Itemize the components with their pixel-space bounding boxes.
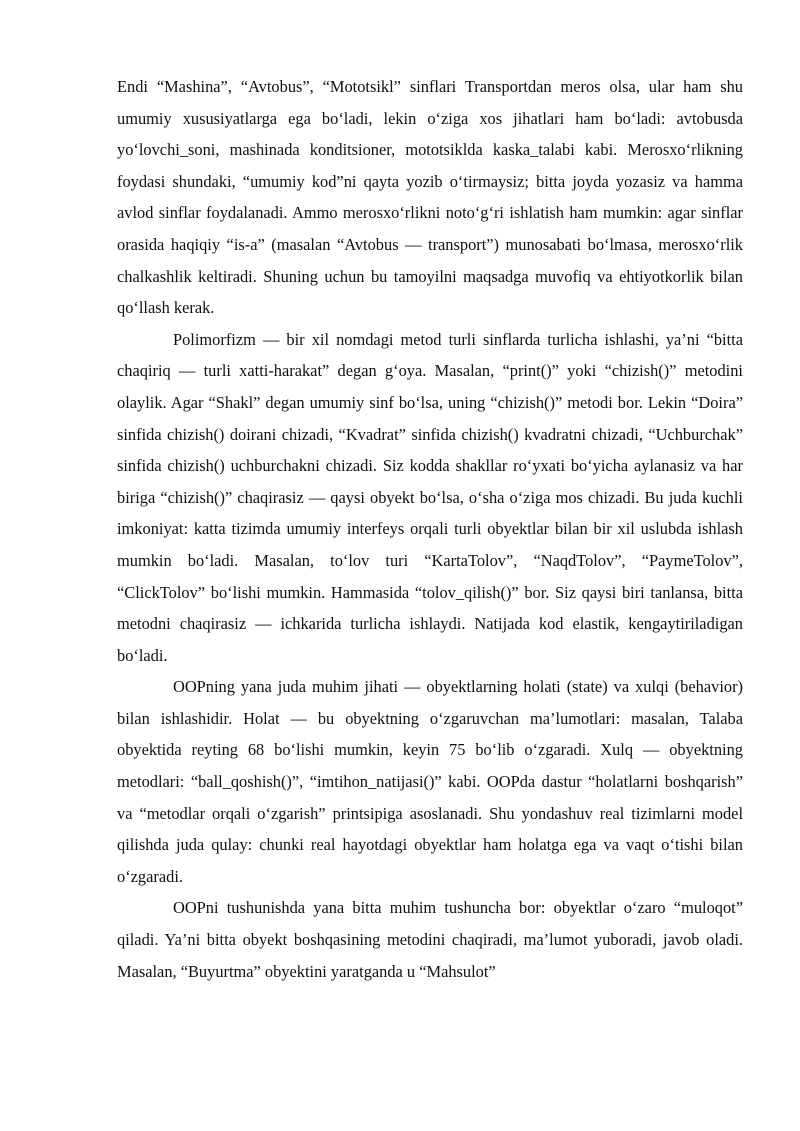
document-page xyxy=(117,71,743,987)
paragraph-polymorphism: Polimorfizm — bir xil nomdagi metod turli sinflarda turlicha ishlashi, ya’ni “bitta chaqiriq — turli xatti-harakat” degan g‘oya. Masalan, “print()” yoki “chizish()” metodini olaylik. Agar “Shakl” degan umumiy sinf bo‘lsa, uning “chizish()” metodi bor. Lekin “Doira” sinfida chizish() doirani chizadi, “Kvadrat” sinfida chizish() kvadratni chizadi, “Uchburchak” sinfida chizish() uchburchakni chizadi. Siz kodda shakllar ro‘yxati bo‘yicha aylanasiz va har biriga “chizish()” chaqirasiz — qaysi obyekt bo‘lsa, o‘sha o‘ziga mos chizadi. Bu juda kuchli imkoniyat: katta tizimda umumiy interfeys orqali turli obyektlar bilan bir xil uslubda ishlash mumkin bo‘ladi. Masalan, to‘lov turi “KartaTolov”, “NaqdTolov”, “PaymeTolov”, “ClickTolov” bo‘lishi mumkin. Hammasida “tolov_qilish()” bor. Siz qaysi biri tanlansa, bitta metodni chaqirasiz — ichkarida turlicha ishlaydi. Natijada kod elastik, kengaytiriladigan bo‘ladi. xyxy=(117,329,743,665)
paragraph-inheritance: Endi “Mashina”, “Avtobus”, “Mototsikl” sinflari Transportdan meros olsa, ular ham shu umumiy xususiyatlarga ega bo‘ladi, lekin o‘ziga xos jihatlari ham bo‘ladi: avtobusda yo‘lovchi_soni, mashinada konditsioner, mototsiklda kaska_talabi kabi. Merosxo‘rlikning foydasi shundaki, “umumiy kod”ni qayta yozib o‘tirmaysiz; bitta joyda yozasiz va hamma avlod sinflar foydalanadi. Ammo merosxo‘rlikni noto‘g‘ri ishlatish ham mumkin: agar sinflar orasida haqiqiy “is-a” (masalan “Avtobus — transport”) munosabati bo‘lmasa, merosxo‘rlik chalkashlik keltiradi. Shuning uchun bu tamoyilni maqsadga muvofiq va ehtiyotkorlik bilan qo‘llash kerak. xyxy=(117,77,743,318)
paragraph-state-behavior: OOPning yana juda muhim jihati — obyektlarning holati (state) va xulqi (behavior) bilan ishlashidir. Holat — bu obyektning o‘zgaruvchan ma’lumotlari: masalan, Talaba obyektida reyting 68 bo‘lishi mumkin, keyin 75 bo‘lib o‘zgaradi. Xulq — obyektning metodlari: “ball_qoshish()”, “imtihon_natijasi()” kabi. OOPda dastur “holatlarni boshqarish” va “metodlar orqali o‘zgarish” printsipiga asoslanadi. Shu yondashuv real tizimlarni model qilishda juda qulay: chunki real hayotdagi obyektlar ham holatga ega va vaqt o‘tishi bilan o‘zgaradi. xyxy=(117,677,743,886)
paragraph-object-communication: OOPni tushunishda yana bitta muhim tushuncha bor: obyektlar o‘zaro “muloqot” qiladi. Ya’ni bitta obyekt boshqasining metodini chaqiradi, ma’lumot yuboradi, javob oladi. Masalan, “Buyurtma” obyektini yaratganda u “Mahsulot” xyxy=(117,898,743,981)
